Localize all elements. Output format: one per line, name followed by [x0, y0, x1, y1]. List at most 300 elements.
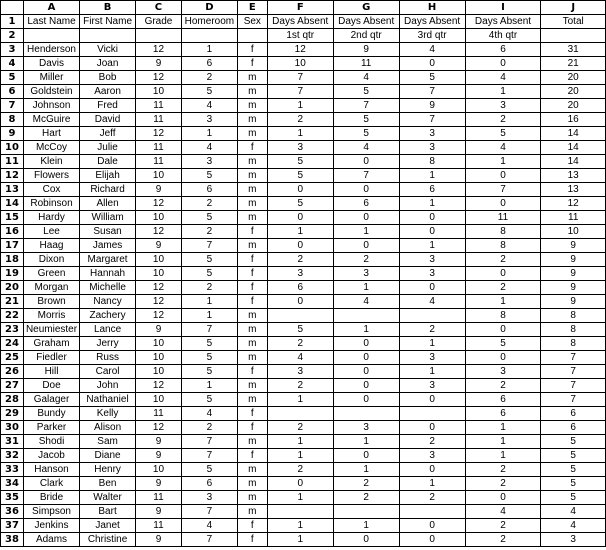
cell-h32[interactable]: 3 — [399, 449, 465, 463]
cell-e27[interactable]: m — [237, 379, 267, 393]
cell-e37[interactable]: f — [237, 519, 267, 533]
cell-e19[interactable]: f — [237, 267, 267, 281]
cell-g26[interactable]: 0 — [333, 365, 399, 379]
cell-a6[interactable]: Goldstein — [23, 85, 79, 99]
row-header[interactable]: 23 — [1, 323, 24, 337]
cell-h11[interactable]: 8 — [399, 155, 465, 169]
cell-a29[interactable]: Bundy — [23, 407, 79, 421]
cell-d38[interactable]: 7 — [181, 533, 237, 547]
cell-c21[interactable]: 12 — [136, 295, 182, 309]
cell-c27[interactable]: 12 — [136, 379, 182, 393]
row-header[interactable]: 34 — [1, 477, 24, 491]
cell-d37[interactable]: 4 — [181, 519, 237, 533]
row-header[interactable]: 4 — [1, 57, 24, 71]
cell-d10[interactable]: 4 — [181, 141, 237, 155]
cell-d30[interactable]: 2 — [181, 421, 237, 435]
column-header-a[interactable]: A — [23, 1, 79, 15]
cell-f15[interactable]: 0 — [267, 211, 333, 225]
cell-g18[interactable]: 2 — [333, 253, 399, 267]
cell-h27[interactable]: 3 — [399, 379, 465, 393]
cell-b10[interactable]: Julie — [80, 141, 136, 155]
cell-c23[interactable]: 9 — [136, 323, 182, 337]
row-header[interactable]: 37 — [1, 519, 24, 533]
cell-d31[interactable]: 7 — [181, 435, 237, 449]
cell-b4[interactable]: Joan — [80, 57, 136, 71]
cell-f33[interactable]: 2 — [267, 463, 333, 477]
cell-e12[interactable]: m — [237, 169, 267, 183]
row-header[interactable]: 2 — [1, 29, 24, 43]
cell-i23[interactable]: 0 — [465, 323, 541, 337]
cell-j38[interactable]: 3 — [541, 533, 606, 547]
cell-h14[interactable]: 1 — [399, 197, 465, 211]
cell-c33[interactable]: 10 — [136, 463, 182, 477]
cell-a18[interactable]: Dixon — [23, 253, 79, 267]
cell-j12[interactable]: 13 — [541, 169, 606, 183]
cell-a11[interactable]: Klein — [23, 155, 79, 169]
cell-f24[interactable]: 2 — [267, 337, 333, 351]
cell-a19[interactable]: Green — [23, 267, 79, 281]
cell-e34[interactable]: m — [237, 477, 267, 491]
cell-e23[interactable]: m — [237, 323, 267, 337]
cell-i10[interactable]: 4 — [465, 141, 541, 155]
cell-i3[interactable]: 6 — [465, 43, 541, 57]
cell-d17[interactable]: 7 — [181, 239, 237, 253]
cell-d12[interactable]: 5 — [181, 169, 237, 183]
cell-i33[interactable]: 2 — [465, 463, 541, 477]
cell-f3[interactable]: 12 — [267, 43, 333, 57]
cell-b2[interactable] — [80, 29, 136, 43]
cell-d4[interactable]: 6 — [181, 57, 237, 71]
cell-a36[interactable]: Simpson — [23, 505, 79, 519]
cell-b25[interactable]: Russ — [80, 351, 136, 365]
cell-j23[interactable]: 8 — [541, 323, 606, 337]
cell-f6[interactable]: 7 — [267, 85, 333, 99]
cell-b27[interactable]: John — [80, 379, 136, 393]
cell-c32[interactable]: 9 — [136, 449, 182, 463]
cell-d35[interactable]: 3 — [181, 491, 237, 505]
cell-h31[interactable]: 2 — [399, 435, 465, 449]
cell-g11[interactable]: 0 — [333, 155, 399, 169]
cell-a25[interactable]: Fiedler — [23, 351, 79, 365]
cell-d13[interactable]: 6 — [181, 183, 237, 197]
cell-d14[interactable]: 2 — [181, 197, 237, 211]
cell-f9[interactable]: 1 — [267, 127, 333, 141]
cell-g13[interactable]: 0 — [333, 183, 399, 197]
cell-j9[interactable]: 14 — [541, 127, 606, 141]
cell-c18[interactable]: 10 — [136, 253, 182, 267]
cell-j6[interactable]: 20 — [541, 85, 606, 99]
cell-g31[interactable]: 1 — [333, 435, 399, 449]
cell-j17[interactable]: 9 — [541, 239, 606, 253]
cell-j10[interactable]: 14 — [541, 141, 606, 155]
column-header-i[interactable]: I — [465, 1, 541, 15]
cell-h6[interactable]: 7 — [399, 85, 465, 99]
row-header[interactable]: 27 — [1, 379, 24, 393]
cell-d23[interactable]: 7 — [181, 323, 237, 337]
cell-a28[interactable]: Galager — [23, 393, 79, 407]
cell-j35[interactable]: 5 — [541, 491, 606, 505]
cell-f1[interactable]: Days Absent — [267, 15, 333, 29]
cell-f36[interactable] — [267, 505, 333, 519]
cell-f20[interactable]: 6 — [267, 281, 333, 295]
cell-g14[interactable]: 6 — [333, 197, 399, 211]
cell-g21[interactable]: 4 — [333, 295, 399, 309]
cell-j25[interactable]: 7 — [541, 351, 606, 365]
row-header[interactable]: 24 — [1, 337, 24, 351]
cell-d2[interactable] — [181, 29, 237, 43]
cell-f26[interactable]: 3 — [267, 365, 333, 379]
cell-e38[interactable]: f — [237, 533, 267, 547]
cell-h16[interactable]: 0 — [399, 225, 465, 239]
cell-c13[interactable]: 9 — [136, 183, 182, 197]
cell-i22[interactable]: 8 — [465, 309, 541, 323]
cell-a14[interactable]: Robinson — [23, 197, 79, 211]
cell-h28[interactable]: 0 — [399, 393, 465, 407]
cell-f4[interactable]: 10 — [267, 57, 333, 71]
cell-g6[interactable]: 5 — [333, 85, 399, 99]
column-header-j[interactable]: J — [541, 1, 606, 15]
cell-e33[interactable]: m — [237, 463, 267, 477]
cell-h21[interactable]: 4 — [399, 295, 465, 309]
cell-a21[interactable]: Brown — [23, 295, 79, 309]
cell-i20[interactable]: 2 — [465, 281, 541, 295]
cell-f12[interactable]: 5 — [267, 169, 333, 183]
cell-i37[interactable]: 2 — [465, 519, 541, 533]
cell-e20[interactable]: f — [237, 281, 267, 295]
cell-j16[interactable]: 10 — [541, 225, 606, 239]
row-header[interactable]: 1 — [1, 15, 24, 29]
cell-c1[interactable]: Grade — [136, 15, 182, 29]
cell-g34[interactable]: 2 — [333, 477, 399, 491]
cell-g1[interactable]: Days Absent — [333, 15, 399, 29]
cell-c16[interactable]: 12 — [136, 225, 182, 239]
cell-f21[interactable]: 0 — [267, 295, 333, 309]
cell-d3[interactable]: 1 — [181, 43, 237, 57]
cell-i12[interactable]: 0 — [465, 169, 541, 183]
cell-j3[interactable]: 31 — [541, 43, 606, 57]
cell-c24[interactable]: 10 — [136, 337, 182, 351]
cell-g2[interactable]: 2nd qtr — [333, 29, 399, 43]
cell-d34[interactable]: 6 — [181, 477, 237, 491]
cell-b20[interactable]: Michelle — [80, 281, 136, 295]
cell-d24[interactable]: 5 — [181, 337, 237, 351]
row-header[interactable]: 16 — [1, 225, 24, 239]
cell-i9[interactable]: 5 — [465, 127, 541, 141]
row-header[interactable]: 33 — [1, 463, 24, 477]
cell-b18[interactable]: Margaret — [80, 253, 136, 267]
cell-d16[interactable]: 2 — [181, 225, 237, 239]
cell-f14[interactable]: 5 — [267, 197, 333, 211]
cell-j13[interactable]: 13 — [541, 183, 606, 197]
cell-b9[interactable]: Jeff — [80, 127, 136, 141]
cell-i15[interactable]: 11 — [465, 211, 541, 225]
cell-a38[interactable]: Adams — [23, 533, 79, 547]
cell-d19[interactable]: 5 — [181, 267, 237, 281]
cell-h37[interactable]: 0 — [399, 519, 465, 533]
cell-a26[interactable]: Hill — [23, 365, 79, 379]
cell-b3[interactable]: Vicki — [80, 43, 136, 57]
cell-f5[interactable]: 7 — [267, 71, 333, 85]
cell-e16[interactable]: f — [237, 225, 267, 239]
cell-c34[interactable]: 9 — [136, 477, 182, 491]
cell-g35[interactable]: 2 — [333, 491, 399, 505]
cell-h1[interactable]: Days Absent — [399, 15, 465, 29]
cell-j31[interactable]: 5 — [541, 435, 606, 449]
cell-e31[interactable]: m — [237, 435, 267, 449]
cell-c9[interactable]: 12 — [136, 127, 182, 141]
row-header[interactable]: 28 — [1, 393, 24, 407]
cell-h9[interactable]: 3 — [399, 127, 465, 141]
cell-e14[interactable]: m — [237, 197, 267, 211]
cell-i6[interactable]: 1 — [465, 85, 541, 99]
cell-c7[interactable]: 11 — [136, 99, 182, 113]
cell-i8[interactable]: 2 — [465, 113, 541, 127]
cell-d22[interactable]: 1 — [181, 309, 237, 323]
cell-f7[interactable]: 1 — [267, 99, 333, 113]
cell-g29[interactable] — [333, 407, 399, 421]
cell-c8[interactable]: 11 — [136, 113, 182, 127]
cell-e11[interactable]: m — [237, 155, 267, 169]
column-header-d[interactable]: D — [181, 1, 237, 15]
cell-i35[interactable]: 0 — [465, 491, 541, 505]
cell-b19[interactable]: Hannah — [80, 267, 136, 281]
cell-f18[interactable]: 2 — [267, 253, 333, 267]
cell-j36[interactable]: 4 — [541, 505, 606, 519]
cell-f13[interactable]: 0 — [267, 183, 333, 197]
cell-j33[interactable]: 5 — [541, 463, 606, 477]
cell-e21[interactable]: f — [237, 295, 267, 309]
cell-d27[interactable]: 1 — [181, 379, 237, 393]
cell-e8[interactable]: m — [237, 113, 267, 127]
cell-e36[interactable]: m — [237, 505, 267, 519]
cell-f25[interactable]: 4 — [267, 351, 333, 365]
cell-f28[interactable]: 1 — [267, 393, 333, 407]
cell-d29[interactable]: 4 — [181, 407, 237, 421]
cell-j37[interactable]: 4 — [541, 519, 606, 533]
cell-e32[interactable]: f — [237, 449, 267, 463]
cell-c35[interactable]: 11 — [136, 491, 182, 505]
cell-j24[interactable]: 8 — [541, 337, 606, 351]
cell-h3[interactable]: 4 — [399, 43, 465, 57]
cell-a1[interactable]: Last Name — [23, 15, 79, 29]
cell-h26[interactable]: 1 — [399, 365, 465, 379]
cell-a30[interactable]: Parker — [23, 421, 79, 435]
cell-b21[interactable]: Nancy — [80, 295, 136, 309]
cell-b14[interactable]: Allen — [80, 197, 136, 211]
cell-c10[interactable]: 11 — [136, 141, 182, 155]
row-header[interactable]: 38 — [1, 533, 24, 547]
row-header[interactable]: 21 — [1, 295, 24, 309]
cell-g16[interactable]: 1 — [333, 225, 399, 239]
cell-f11[interactable]: 5 — [267, 155, 333, 169]
cell-c4[interactable]: 9 — [136, 57, 182, 71]
cell-g25[interactable]: 0 — [333, 351, 399, 365]
cell-e1[interactable]: Sex — [237, 15, 267, 29]
cell-b29[interactable]: Kelly — [80, 407, 136, 421]
row-header[interactable]: 5 — [1, 71, 24, 85]
cell-c31[interactable]: 9 — [136, 435, 182, 449]
cell-j22[interactable]: 8 — [541, 309, 606, 323]
cell-b22[interactable]: Zachery — [80, 309, 136, 323]
cell-e18[interactable]: f — [237, 253, 267, 267]
row-header[interactable]: 26 — [1, 365, 24, 379]
column-header-h[interactable]: H — [399, 1, 465, 15]
row-header[interactable]: 17 — [1, 239, 24, 253]
cell-h30[interactable]: 0 — [399, 421, 465, 435]
cell-c17[interactable]: 9 — [136, 239, 182, 253]
cell-b28[interactable]: Nathaniel — [80, 393, 136, 407]
cell-b5[interactable]: Bob — [80, 71, 136, 85]
cell-d26[interactable]: 5 — [181, 365, 237, 379]
cell-i1[interactable]: Days Absent — [465, 15, 541, 29]
cell-i34[interactable]: 2 — [465, 477, 541, 491]
cell-h38[interactable]: 0 — [399, 533, 465, 547]
cell-a3[interactable]: Henderson — [23, 43, 79, 57]
cell-f10[interactable]: 3 — [267, 141, 333, 155]
cell-h25[interactable]: 3 — [399, 351, 465, 365]
cell-h19[interactable]: 3 — [399, 267, 465, 281]
cell-j32[interactable]: 5 — [541, 449, 606, 463]
cell-g5[interactable]: 4 — [333, 71, 399, 85]
cell-c15[interactable]: 10 — [136, 211, 182, 225]
cell-i7[interactable]: 3 — [465, 99, 541, 113]
cell-b38[interactable]: Christine — [80, 533, 136, 547]
select-all-corner[interactable] — [1, 1, 24, 15]
cell-i27[interactable]: 2 — [465, 379, 541, 393]
cell-b26[interactable]: Carol — [80, 365, 136, 379]
cell-a13[interactable]: Cox — [23, 183, 79, 197]
cell-d1[interactable]: Homeroom — [181, 15, 237, 29]
row-header[interactable]: 8 — [1, 113, 24, 127]
cell-d32[interactable]: 7 — [181, 449, 237, 463]
cell-b15[interactable]: William — [80, 211, 136, 225]
cell-d9[interactable]: 1 — [181, 127, 237, 141]
cell-c38[interactable]: 9 — [136, 533, 182, 547]
row-header[interactable]: 35 — [1, 491, 24, 505]
cell-i21[interactable]: 1 — [465, 295, 541, 309]
cell-g10[interactable]: 4 — [333, 141, 399, 155]
cell-h34[interactable]: 1 — [399, 477, 465, 491]
row-header[interactable]: 9 — [1, 127, 24, 141]
cell-e3[interactable]: f — [237, 43, 267, 57]
cell-g27[interactable]: 0 — [333, 379, 399, 393]
row-header[interactable]: 13 — [1, 183, 24, 197]
cell-d18[interactable]: 5 — [181, 253, 237, 267]
cell-g20[interactable]: 1 — [333, 281, 399, 295]
cell-f35[interactable]: 1 — [267, 491, 333, 505]
cell-c22[interactable]: 12 — [136, 309, 182, 323]
row-header[interactable]: 12 — [1, 169, 24, 183]
cell-a31[interactable]: Shodi — [23, 435, 79, 449]
cell-c29[interactable]: 11 — [136, 407, 182, 421]
cell-d7[interactable]: 4 — [181, 99, 237, 113]
cell-g23[interactable]: 1 — [333, 323, 399, 337]
row-header[interactable]: 31 — [1, 435, 24, 449]
cell-g30[interactable]: 3 — [333, 421, 399, 435]
cell-a8[interactable]: McGuire — [23, 113, 79, 127]
cell-c37[interactable]: 11 — [136, 519, 182, 533]
column-header-c[interactable]: C — [136, 1, 182, 15]
cell-b24[interactable]: Jerry — [80, 337, 136, 351]
cell-i31[interactable]: 1 — [465, 435, 541, 449]
cell-d28[interactable]: 5 — [181, 393, 237, 407]
cell-j4[interactable]: 21 — [541, 57, 606, 71]
cell-i18[interactable]: 2 — [465, 253, 541, 267]
cell-b16[interactable]: Susan — [80, 225, 136, 239]
cell-g8[interactable]: 5 — [333, 113, 399, 127]
cell-a5[interactable]: Miller — [23, 71, 79, 85]
cell-j30[interactable]: 6 — [541, 421, 606, 435]
cell-c5[interactable]: 12 — [136, 71, 182, 85]
cell-j7[interactable]: 20 — [541, 99, 606, 113]
row-header[interactable]: 11 — [1, 155, 24, 169]
cell-b1[interactable]: First Name — [80, 15, 136, 29]
cell-j5[interactable]: 20 — [541, 71, 606, 85]
row-header[interactable]: 32 — [1, 449, 24, 463]
cell-c19[interactable]: 10 — [136, 267, 182, 281]
cell-i38[interactable]: 2 — [465, 533, 541, 547]
cell-a16[interactable]: Lee — [23, 225, 79, 239]
cell-i4[interactable]: 0 — [465, 57, 541, 71]
cell-c28[interactable]: 10 — [136, 393, 182, 407]
cell-j19[interactable]: 9 — [541, 267, 606, 281]
cell-j8[interactable]: 16 — [541, 113, 606, 127]
cell-d36[interactable]: 7 — [181, 505, 237, 519]
cell-b6[interactable]: Aaron — [80, 85, 136, 99]
cell-j11[interactable]: 14 — [541, 155, 606, 169]
cell-a4[interactable]: Davis — [23, 57, 79, 71]
cell-e15[interactable]: m — [237, 211, 267, 225]
cell-j18[interactable]: 9 — [541, 253, 606, 267]
cell-f27[interactable]: 2 — [267, 379, 333, 393]
cell-f29[interactable] — [267, 407, 333, 421]
cell-i17[interactable]: 8 — [465, 239, 541, 253]
cell-g19[interactable]: 3 — [333, 267, 399, 281]
cell-i30[interactable]: 1 — [465, 421, 541, 435]
cell-g22[interactable] — [333, 309, 399, 323]
cell-b35[interactable]: Walter — [80, 491, 136, 505]
cell-b34[interactable]: Ben — [80, 477, 136, 491]
cell-a22[interactable]: Morris — [23, 309, 79, 323]
cell-i36[interactable]: 4 — [465, 505, 541, 519]
cell-c14[interactable]: 12 — [136, 197, 182, 211]
cell-h17[interactable]: 1 — [399, 239, 465, 253]
cell-c3[interactable]: 12 — [136, 43, 182, 57]
cell-a35[interactable]: Bride — [23, 491, 79, 505]
cell-a12[interactable]: Flowers — [23, 169, 79, 183]
cell-i24[interactable]: 5 — [465, 337, 541, 351]
cell-j29[interactable]: 6 — [541, 407, 606, 421]
cell-i26[interactable]: 3 — [465, 365, 541, 379]
cell-c2[interactable] — [136, 29, 182, 43]
cell-j20[interactable]: 9 — [541, 281, 606, 295]
cell-g4[interactable]: 11 — [333, 57, 399, 71]
cell-e26[interactable]: f — [237, 365, 267, 379]
cell-h36[interactable] — [399, 505, 465, 519]
cell-b36[interactable]: Bart — [80, 505, 136, 519]
row-header[interactable]: 22 — [1, 309, 24, 323]
cell-d20[interactable]: 2 — [181, 281, 237, 295]
cell-h10[interactable]: 3 — [399, 141, 465, 155]
cell-f30[interactable]: 2 — [267, 421, 333, 435]
row-header[interactable]: 10 — [1, 141, 24, 155]
cell-e24[interactable]: m — [237, 337, 267, 351]
cell-e22[interactable]: m — [237, 309, 267, 323]
cell-h5[interactable]: 5 — [399, 71, 465, 85]
cell-a37[interactable]: Jenkins — [23, 519, 79, 533]
cell-b32[interactable]: Diane — [80, 449, 136, 463]
cell-b31[interactable]: Sam — [80, 435, 136, 449]
